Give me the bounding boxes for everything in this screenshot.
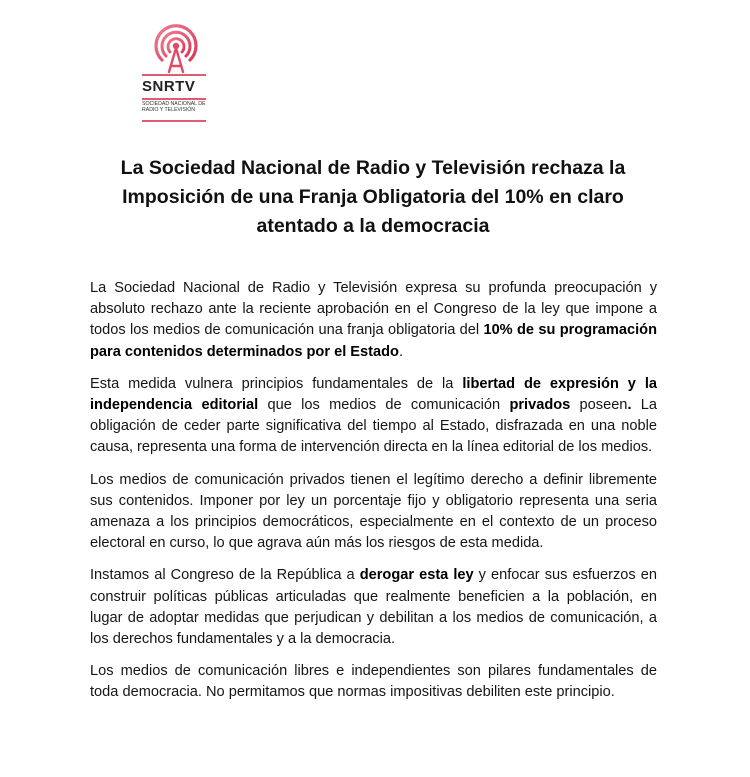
broadcast-antenna-icon <box>140 22 212 74</box>
paragraph-2 <box>90 374 657 459</box>
paragraph-text: La obligación de ceder parte significativa del tiempo al Estado, disfrazada en una noble causa, representa una forma de intervención directa en la línea editorial de los medios. <box>90 397 658 456</box>
paragraph-text: Esta medida vulnera principios fundamentales de la <box>90 375 463 392</box>
paragraph-1 <box>90 278 657 363</box>
paragraph-text: poseen <box>570 397 628 414</box>
paragraph-text: . <box>398 343 404 360</box>
logo-divider-bottom <box>142 120 206 122</box>
paragraph-text: La Sociedad Nacional de Radio y Televisión expresa su profunda preocupación y absoluto rechazo ante la reciente aprobación en el Congreso de la ley que impone a todos los medios de comunicación una franja obligatoria del <box>90 280 657 339</box>
document-title: La Sociedad Nacional de Radio y Televisión rechaza la Imposición de una Franja Obligatoria del 10% en claro atentado a la democracia <box>120 157 626 237</box>
logo-subtitle <box>142 101 212 114</box>
paragraph-text: y enfocar sus esfuerzos en construir políticas públicas articuladas que realmente beneficien a la población, en lugar de adoptar medidas que perjudican y debilitan a los medios de comunicación, a los derechos fundamentales y a la democracia. <box>90 567 657 648</box>
logo-divider-top <box>142 74 206 76</box>
paragraph-text: Los medios de comunicación libres e independientes son pilares fundamentales de toda democracia. No permitamos que normas impositivas debiliten este principio. <box>90 663 657 701</box>
logo-wordmark: SNRTV <box>142 78 196 95</box>
paragraph-bold-text: 10% de su programación para contenidos determinados por el Estado <box>90 322 658 360</box>
document-body <box>90 278 657 715</box>
logo-subtitle-line1: SOCIEDAD NACIONAL DE <box>142 101 206 107</box>
paragraph-bold-text: privados <box>509 397 571 414</box>
paragraph-bold-text: libertad de expresión y la independencia editorial <box>90 375 657 414</box>
logo-subtitle-line2: RADIO Y TELEVISIÓN <box>142 107 196 114</box>
paragraph-3 <box>90 470 657 555</box>
logo-divider-middle <box>142 98 206 100</box>
paragraph-bold-text: . <box>627 397 632 414</box>
paragraph-text: Instamos al Congreso de la República a <box>90 567 360 584</box>
paragraph-text: Los medios de comunicación privados tienen el legítimo derecho a definir libremente sus contenidos. Imponer por ley un porcentaje fijo y obligatorio representa una seria amenaza a los principios democráticos, especialmente en el contexto de un proceso electoral en curso, lo que agrava aún más los riesgos de esta medida. <box>90 471 657 552</box>
paragraph-5 <box>90 661 657 703</box>
paragraph-text: que los medios de comunicación <box>258 397 510 414</box>
paragraph-4 <box>90 565 657 650</box>
paragraph-bold-text: derogar esta ley <box>359 567 474 584</box>
snrtv-logo <box>140 22 212 126</box>
